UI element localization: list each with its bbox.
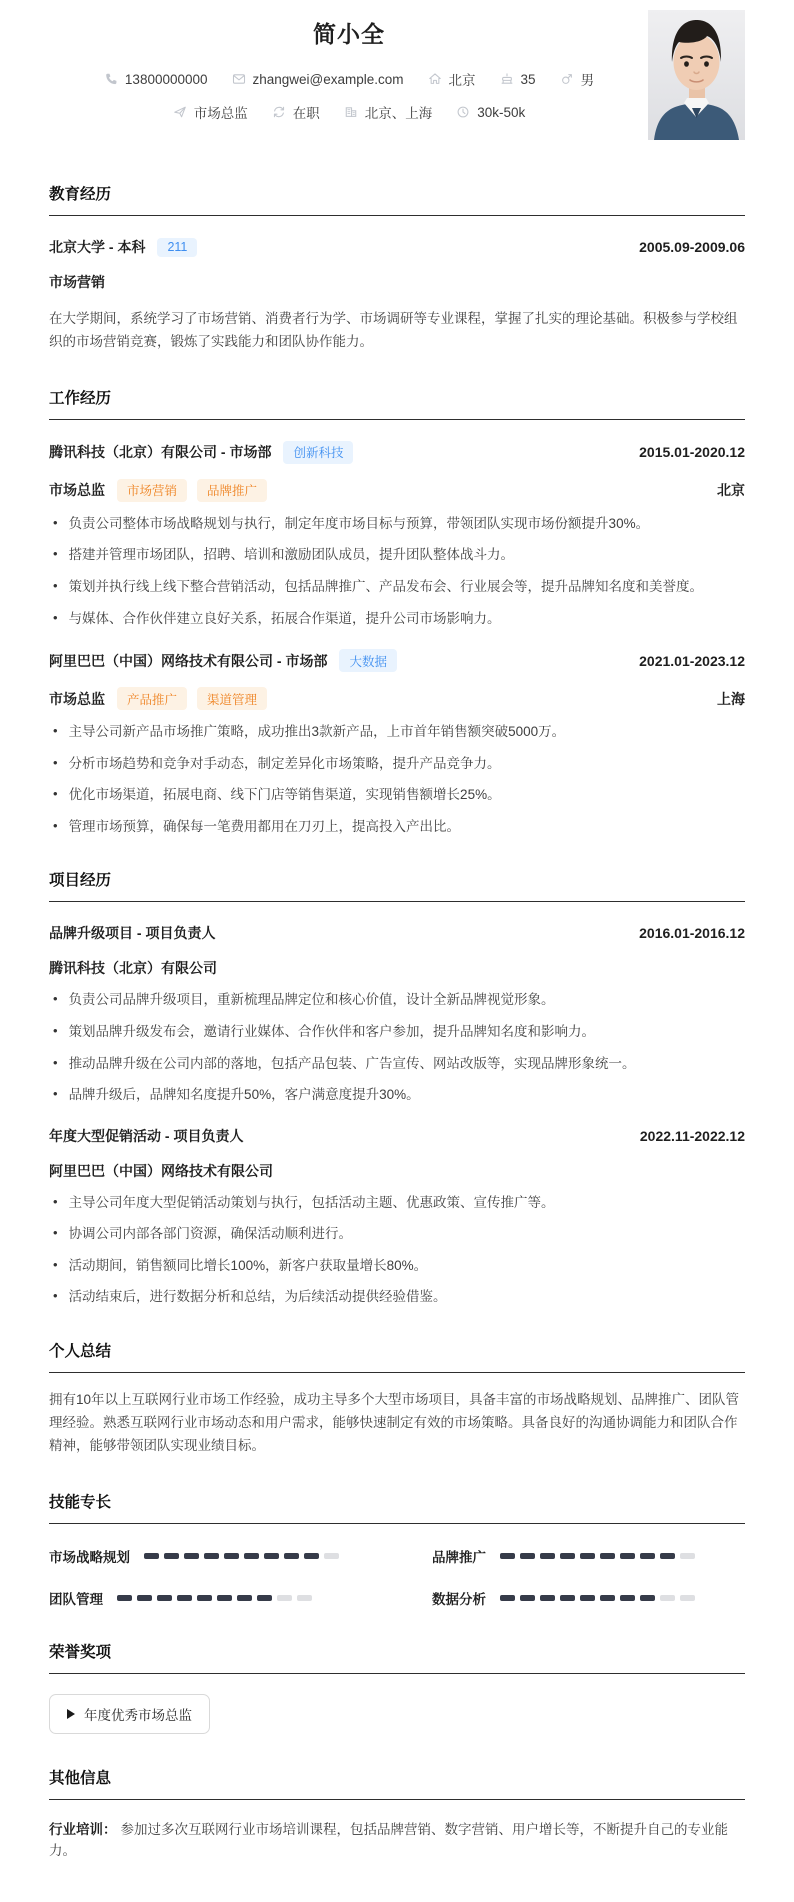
other-info-label: 行业培训： [49, 1821, 117, 1837]
project-name: 年度大型促销活动 - 项目负责人 [49, 1127, 244, 1144]
work-company: 腾讯科技（北京）有限公司 - 市场部 [49, 444, 272, 461]
contact-row-2 [49, 102, 649, 122]
job-status-icon [272, 105, 286, 119]
role-tag: 渠道管理 [197, 687, 267, 710]
work-bullet: • 搭建并管理市场团队，招聘、培训和激励团队成员，提升团队整体战斗力。 [49, 545, 745, 565]
project-bullet: • 推动品牌升级在公司内部的落地，包括产品包装、广告宣传、网站改版等，实现品牌形象统一。 [49, 1054, 745, 1074]
salary-item [456, 105, 525, 120]
section-projects [49, 868, 745, 1307]
email-icon [232, 72, 246, 86]
work-bullet: • 负责公司整体市场战略规划与执行，制定年度市场目标与预算，带领团队实现市场份额提升30%。 [49, 514, 745, 534]
city-icon [344, 105, 358, 119]
city-value: 北京、上海 [364, 106, 433, 121]
phone-icon [104, 72, 118, 86]
project-entry [49, 1126, 745, 1307]
company-tag: 大数据 [339, 649, 397, 672]
target-position-value: 市场总监 [193, 106, 248, 121]
project-date: 2022.11-2022.12 [639, 1127, 745, 1144]
gender-item [560, 69, 595, 89]
city-item [344, 102, 433, 122]
work-bullet: • 策划并执行线上线下整合营销活动，包括品牌推广、产品发布会、行业展会等，提升品牌知名度和美誉度。 [49, 577, 745, 597]
resume-header [49, 0, 745, 150]
section-honors [49, 1640, 745, 1734]
skill-level-bar [117, 1595, 312, 1601]
work-date: 2021.01-2023.12 [639, 652, 745, 669]
work-company: 阿里巴巴（中国）网络技术有限公司 - 市场部 [49, 652, 328, 669]
target-position-item [173, 102, 248, 122]
education-major: 市场营销 [49, 274, 105, 290]
email-value: zhangwei@example.com [252, 71, 404, 87]
project-bullet: • 负责公司品牌升级项目，重新梳理品牌定位和核心价值，设计全新品牌视觉形象。 [49, 990, 745, 1010]
work-entry [49, 441, 745, 628]
phone-value: 13800000000 [124, 71, 208, 87]
work-location: 北京 [717, 482, 745, 499]
salary-icon [456, 105, 470, 119]
education-date: 2005.09-2009.06 [639, 239, 745, 255]
location-value: 北京 [448, 73, 476, 88]
work-bullet: • 分析市场趋势和竞争对手动态，制定差异化市场策略，提升产品竞争力。 [49, 754, 745, 774]
section-skills [49, 1490, 745, 1608]
skill-level-bar [144, 1553, 339, 1559]
section-work [49, 386, 745, 837]
section-other [49, 1766, 745, 1862]
project-bullet: • 品牌升级后，品牌知名度提升50%，客户满意度提升30%。 [49, 1085, 745, 1105]
target-position-icon [173, 105, 187, 119]
role-tag: 品牌推广 [197, 479, 267, 502]
skill-name: 数据分析 [432, 1591, 486, 1607]
honor-label: 年度优秀市场总监 [84, 1707, 192, 1723]
work-bullet: • 优化市场渠道，拓展电商、线下门店等销售渠道，实现销售额增长25%。 [49, 785, 745, 805]
section-summary [49, 1339, 745, 1458]
education-entry [49, 237, 745, 354]
section-title-projects: 项目经历 [49, 868, 745, 902]
project-company: 腾讯科技（北京）有限公司 [49, 960, 217, 977]
project-entry [49, 923, 745, 1104]
skill-row [432, 1546, 745, 1566]
section-title-other: 其他信息 [49, 1766, 745, 1800]
project-bullet: • 活动结束后，进行数据分析和总结，为后续活动提供经验借鉴。 [49, 1287, 745, 1307]
company-tag: 创新科技 [283, 441, 353, 464]
section-title-education: 教育经历 [49, 182, 745, 216]
project-bullet: • 协调公司内部各部门资源，确保活动顺利进行。 [49, 1224, 745, 1244]
phone-item [104, 72, 208, 87]
honor-badge-button[interactable] [49, 1694, 210, 1734]
work-bullet: • 管理市场预算，确保每一笔费用都用在刀刃上，提高投入产出比。 [49, 817, 745, 837]
job-status-item [272, 102, 320, 122]
salary-value: 30k-50k [477, 104, 526, 120]
gender-icon [560, 72, 574, 86]
section-education [49, 182, 745, 354]
age-icon [500, 72, 514, 86]
education-description: 在大学期间，系统学习了市场营销、消费者行为学、市场调研等专业课程，掌握了扎实的理论基础。积极参与学校组织的市场营销竞赛，锻炼了实践能力和团队协作能力。 [49, 311, 738, 349]
work-bullet: • 主导公司新产品市场推广策略，成功推出3款新产品，上市首年销售额突破5000万。 [49, 722, 745, 742]
role-tag: 产品推广 [117, 687, 187, 710]
age-value: 35 [520, 71, 536, 87]
project-name: 品牌升级项目 - 项目负责人 [49, 925, 216, 942]
email-item [232, 72, 404, 87]
project-bullet: • 主导公司年度大型促销活动策划与执行，包括活动主题、优惠政策、宣传推广等。 [49, 1193, 745, 1213]
project-bullet: • 策划品牌升级发布会，邀请行业媒体、合作伙伴和客户参加，提升品牌知名度和影响力。 [49, 1022, 745, 1042]
age-item [500, 72, 536, 87]
job-status-value: 在职 [292, 106, 320, 121]
skill-row [49, 1588, 362, 1608]
location-item [428, 69, 476, 89]
role-tag: 市场营销 [117, 479, 187, 502]
skill-row [49, 1546, 362, 1566]
section-title-honors: 荣誉奖项 [49, 1640, 745, 1674]
skill-row [432, 1588, 745, 1608]
section-title-skills: 技能专长 [49, 1490, 745, 1524]
skill-name: 市场战略规划 [49, 1549, 130, 1565]
project-company: 阿里巴巴（中国）网络技术有限公司 [49, 1162, 273, 1179]
project-date: 2016.01-2016.12 [639, 925, 745, 942]
skill-name: 品牌推广 [432, 1549, 486, 1565]
other-info-text: 参加过多次互联网行业市场培训课程，包括品牌营销、数字营销、用户增长等，不断提升自己的专业能力。 [49, 1821, 728, 1859]
work-date: 2015.01-2020.12 [639, 444, 745, 461]
profile-photo [648, 10, 745, 140]
school-degree: 北京大学 - 本科 [49, 239, 146, 255]
section-title-summary: 个人总结 [49, 1339, 745, 1373]
work-bullet: • 与媒体、合作伙伴建立良好关系，拓展合作渠道，提升公司市场影响力。 [49, 609, 745, 629]
school-tag-211: 211 [157, 238, 197, 257]
work-entry [49, 649, 745, 836]
other-info-line [49, 1819, 745, 1862]
work-role: 市场总监 [49, 690, 105, 707]
project-bullet: • 活动期间，销售额同比增长100%，新客户获取量增长80%。 [49, 1256, 745, 1276]
skill-level-bar [500, 1595, 695, 1601]
contact-row-1 [49, 69, 649, 89]
play-icon [67, 1709, 75, 1719]
section-title-work: 工作经历 [49, 386, 745, 420]
work-location: 上海 [717, 690, 745, 707]
skill-name: 团队管理 [49, 1591, 103, 1607]
location-icon [428, 72, 442, 86]
work-role: 市场总监 [49, 482, 105, 499]
gender-value: 男 [580, 73, 595, 88]
summary-text: 拥有10年以上互联网行业市场工作经验，成功主导多个大型市场项目，具备丰富的市场战略规划、品牌推广、团队管理经验。熟悉互联网行业市场动态和用户需求，能够快速制定有效的市场策略。具备良好的沟通协调能力和团队合作精神，能够带领团队实现业绩目标。 [49, 1391, 740, 1453]
candidate-name: 简小全 [313, 21, 385, 47]
skill-level-bar [500, 1553, 695, 1559]
